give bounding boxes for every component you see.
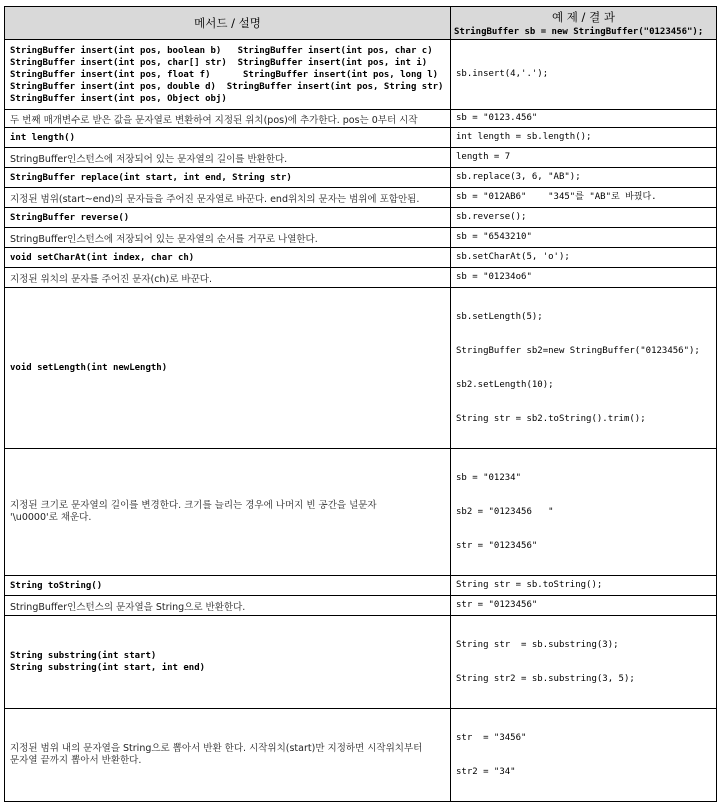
description-line: 지정된 크기로 문자열의 길이를 변경한다. 크기를 늘리는 경우에 나머지 빈 공간을 널문자	[10, 500, 377, 511]
description-cell-replace: 지정된 범위(start~end)의 문자들을 주어진 문자열로 바꾼다. end위치의 문자는 범위에 포함안됨.	[5, 188, 451, 208]
result-line: sb = "01234"	[456, 473, 522, 483]
table-row-reverse	[5, 208, 717, 228]
result-line: str2 = "34"	[456, 767, 516, 777]
table-row-insert-desc	[5, 110, 717, 128]
example-cell-replace: sb.replace(3, 6, "AB");	[451, 168, 717, 188]
example-cell-insert: sb.insert(4,'.');	[451, 40, 717, 110]
description-line: '\u0000'로 채운다.	[10, 512, 92, 523]
method-cell-insert	[5, 40, 451, 110]
example-cell-length: int length = sb.length();	[451, 128, 717, 148]
table-row-setcharat-desc	[5, 268, 717, 288]
example-line: String str2 = sb.substring(3, 5);	[456, 674, 635, 684]
description-cell-setlength	[5, 449, 451, 576]
description-line: 지정된 범위 내의 문자열을 String으로 뽑아서 반환 한다. 시작위치(start)만 지정하면 시작위치부터	[10, 743, 423, 754]
method-cell-reverse: StringBuffer reverse()	[5, 208, 451, 228]
method-cell-substring	[5, 616, 451, 709]
description-line: 문자열 끝까지 뽑아서 반환한다.	[10, 755, 142, 766]
stringbuffer-methods-table	[4, 6, 717, 802]
table-row-reverse-desc	[5, 228, 717, 248]
result-cell-substring	[451, 709, 717, 802]
example-cell-setcharat: sb.setCharAt(5, 'o');	[451, 248, 717, 268]
example-line: StringBuffer sb2=new StringBuffer("0123456");	[456, 346, 700, 356]
description-cell-setcharat: 지정된 위치의 문자를 주어진 문자(ch)로 바꾼다.	[5, 268, 451, 288]
table-row-tostring	[5, 576, 717, 596]
table-row-substring	[5, 616, 717, 709]
description-cell-insert: 두 번째 매개변수로 받은 값을 문자열로 변환하여 지정된 위치(pos)에 추가한다. pos는 0부터 시작	[5, 110, 451, 128]
method-cell-setlength: void setLength(int newLength)	[5, 288, 451, 449]
header-example-result	[451, 7, 717, 40]
method-line: StringBuffer insert(int pos, char[] str) StringBuffer insert(int pos, int i)	[10, 57, 428, 68]
method-line: StringBuffer insert(int pos, float f) StringBuffer insert(int pos, long l)	[10, 69, 439, 80]
table-row-replace	[5, 168, 717, 188]
method-line: StringBuffer insert(int pos, double d) StringBuffer insert(int pos, String str)	[10, 81, 444, 92]
table-header-row	[5, 7, 717, 40]
description-cell-substring	[5, 709, 451, 802]
example-line: String str = sb2.toString().trim();	[456, 414, 646, 424]
method-cell-setcharat: void setCharAt(int index, char ch)	[5, 248, 451, 268]
table-row-substring-desc	[5, 709, 717, 802]
table-row-length	[5, 128, 717, 148]
example-cell-substring	[451, 616, 717, 709]
example-cell-setlength	[451, 288, 717, 449]
example-line: String str = sb.substring(3);	[456, 640, 619, 650]
method-cell-replace: StringBuffer replace(int start, int end, String str)	[5, 168, 451, 188]
table-row-insert	[5, 40, 717, 110]
method-line: String substring(int start)	[10, 651, 157, 661]
result-cell-replace: sb = "012AB6" "345"를 "AB"로 바꿨다.	[451, 188, 717, 208]
method-line: StringBuffer insert(int pos, boolean b) StringBuffer insert(int pos, char c)	[10, 45, 433, 56]
method-cell-tostring: String toString()	[5, 576, 451, 596]
example-line: sb.setLength(5);	[456, 312, 543, 322]
description-cell-tostring: StringBuffer인스턴스의 문자열을 String으로 반환한다.	[5, 596, 451, 616]
result-cell-setcharat: sb = "01234o6"	[451, 268, 717, 288]
result-cell-tostring: str = "0123456"	[451, 596, 717, 616]
result-line: str = "3456"	[456, 733, 527, 743]
header-method-description: 메서드 / 설명	[5, 7, 451, 40]
result-cell-setlength	[451, 449, 717, 576]
result-cell-insert: sb = "0123.456"	[451, 110, 717, 128]
example-line: sb2.setLength(10);	[456, 380, 554, 390]
table-row-setcharat	[5, 248, 717, 268]
table-row-setlength	[5, 288, 717, 449]
table-row-tostring-desc	[5, 596, 717, 616]
table-row-replace-desc	[5, 188, 717, 208]
result-line: str = "0123456"	[456, 541, 538, 551]
example-cell-reverse: sb.reverse();	[451, 208, 717, 228]
description-cell-length: StringBuffer인스턴스에 저장되어 있는 문자열의 길이를 반환한다.	[5, 148, 451, 168]
header-example-setup: StringBuffer sb = new StringBuffer("0123456");	[454, 27, 704, 37]
result-cell-reverse: sb = "6543210"	[451, 228, 717, 248]
table-row-length-desc	[5, 148, 717, 168]
result-line: sb2 = "0123456 "	[456, 507, 554, 517]
header-example-label: 예 제 / 결 과	[552, 10, 615, 24]
method-line: StringBuffer insert(int pos, Object obj)	[10, 93, 227, 104]
example-cell-tostring: String str = sb.toString();	[451, 576, 717, 596]
result-cell-length: length = 7	[451, 148, 717, 168]
method-cell-length: int length()	[5, 128, 451, 148]
method-line: String substring(int start, int end)	[10, 663, 206, 673]
table-row-setlength-desc	[5, 449, 717, 576]
description-cell-reverse: StringBuffer인스턴스에 저장되어 있는 문자열의 순서를 거꾸로 나열한다.	[5, 228, 451, 248]
